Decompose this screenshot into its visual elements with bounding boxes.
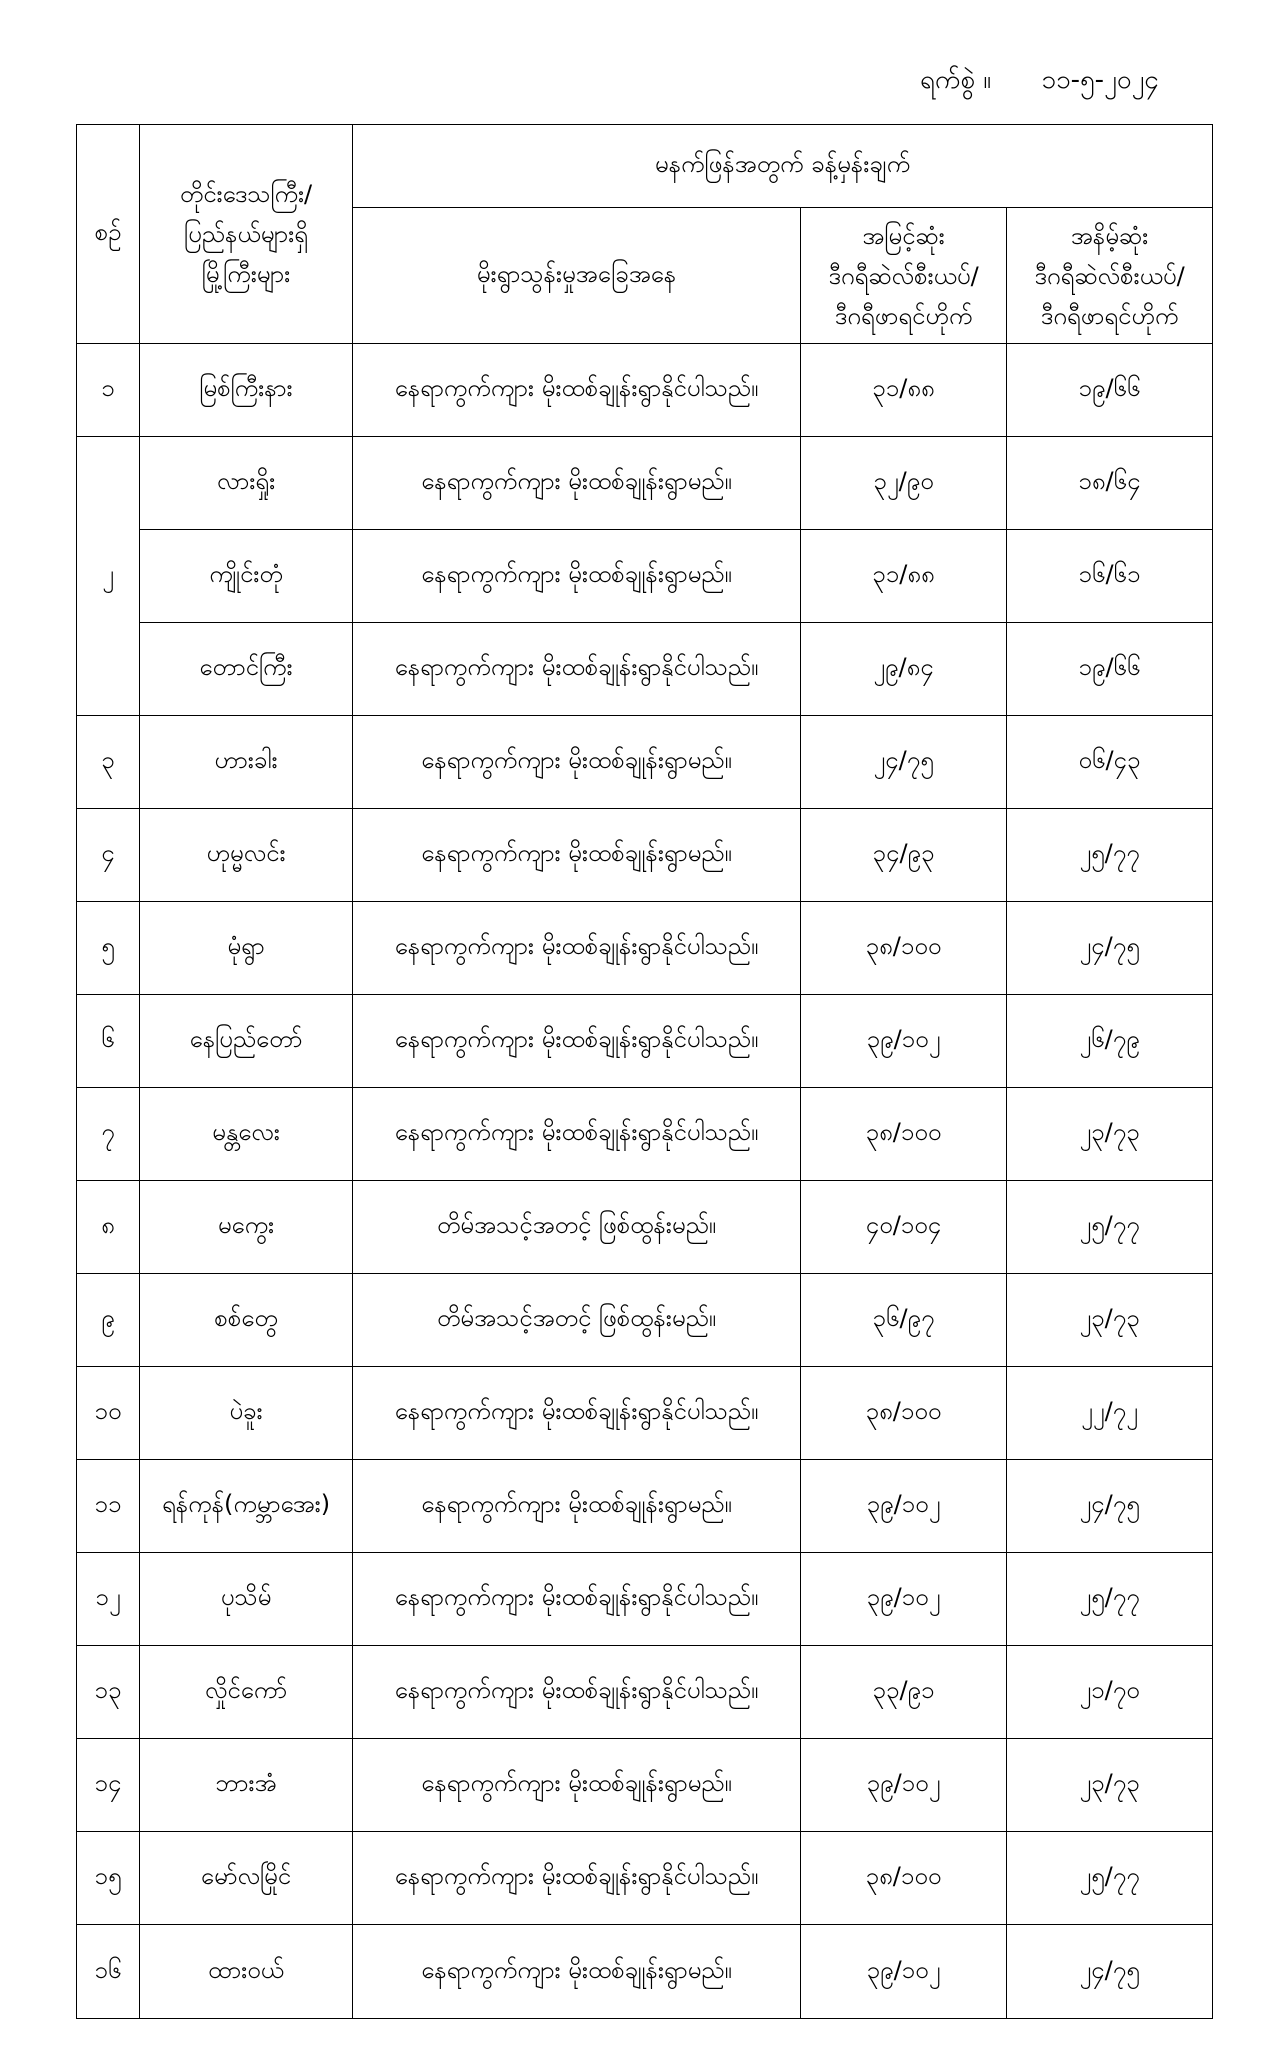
date-value: ၁၁-၅-၂၀၂၄ — [1041, 65, 1159, 95]
row-max: ၃၂/၉၀ — [801, 437, 1007, 530]
row-no: ၆ — [77, 995, 140, 1088]
date-label: ရက်စွဲ ။ — [920, 65, 992, 95]
row-no: ၁၀ — [77, 1367, 140, 1460]
row-condition: နေရာကွက်ကျား မိုးထစ်ချုန်းရွာနိုင်ပါသည်။ — [353, 344, 801, 437]
row-city: ဟားခါး — [140, 716, 353, 809]
header-min-line: ဒီဂရီဖာရင်ဟိုက် — [1040, 301, 1179, 330]
header-max-line: ဒီဂရီဆဲလ်စီးယပ်/ — [828, 261, 979, 290]
row-max: ၃၃/၉၁ — [801, 1646, 1007, 1739]
row-min: ၀၆/၄၃ — [1007, 716, 1213, 809]
row-max: ၃၈/၁၀၀ — [801, 1088, 1007, 1181]
row-no: ၉ — [77, 1274, 140, 1367]
row-condition: နေရာကွက်ကျား မိုးထစ်ချုန်းရွာနိုင်ပါသည်။ — [353, 1646, 801, 1739]
row-max: ၃၉/၁၀၂ — [801, 1739, 1007, 1832]
header-min-line: ဒီဂရီဆဲလ်စီးယပ်/ — [1034, 261, 1185, 290]
row-no: ၅ — [77, 902, 140, 995]
forecast-table — [76, 124, 1213, 2019]
header-region — [140, 125, 353, 344]
row-max: ၃၉/၁၀၂ — [801, 1460, 1007, 1553]
row-max: ၃၄/၉၃ — [801, 809, 1007, 902]
row-min: ၁၉/၆၆ — [1007, 344, 1213, 437]
row-min: ၂၅/၇၇ — [1007, 1553, 1213, 1646]
row-min: ၂၄/၇၅ — [1007, 1460, 1213, 1553]
row-condition: တိမ်အသင့်အတင့် ဖြစ်ထွန်းမည်။ — [353, 1274, 801, 1367]
row-condition: နေရာကွက်ကျား မိုးထစ်ချုန်းရွာမည်။ — [353, 1739, 801, 1832]
table-row — [77, 809, 1213, 902]
table-row — [77, 1739, 1213, 1832]
row-city: ပဲခူး — [140, 1367, 353, 1460]
header-region-line: တိုင်းဒေသကြီး/ — [179, 180, 313, 208]
row-no: ၂ — [77, 437, 140, 716]
header-min — [1007, 208, 1213, 344]
table-row — [77, 1088, 1213, 1181]
row-no: ၈ — [77, 1181, 140, 1274]
table-row — [77, 1646, 1213, 1739]
row-condition: နေရာကွက်ကျား မိုးထစ်ချုန်းရွာနိုင်ပါသည်။ — [353, 1553, 801, 1646]
row-min: ၂၃/၇၃ — [1007, 1274, 1213, 1367]
row-no: ၁၄ — [77, 1739, 140, 1832]
row-no: ၁၅ — [77, 1832, 140, 1925]
row-min: ၂၄/၇၅ — [1007, 902, 1213, 995]
row-condition: နေရာကွက်ကျား မိုးထစ်ချုန်းရွာမည်။ — [353, 1460, 801, 1553]
row-max: ၃၉/၁၀၂ — [801, 995, 1007, 1088]
row-city: ကျိုင်းတုံ — [140, 530, 353, 623]
row-no: ၁၆ — [77, 1925, 140, 2019]
table-row — [77, 716, 1213, 809]
row-city: ဟုမ္မလင်း — [140, 809, 353, 902]
header-condition: မိုးရွာသွန်းမှုအခြေအနေ — [353, 208, 801, 344]
row-city: လှိုင်ကော် — [140, 1646, 353, 1739]
row-min: ၂၄/၇၅ — [1007, 1925, 1213, 2019]
row-max: ၃၈/၁၀၀ — [801, 1367, 1007, 1460]
row-condition: နေရာကွက်ကျား မိုးထစ်ချုန်းရွာနိုင်ပါသည်။ — [353, 1088, 801, 1181]
row-max: ၄၀/၁၀၄ — [801, 1181, 1007, 1274]
date-line — [920, 62, 1180, 101]
row-condition: နေရာကွက်ကျား မိုးထစ်ချုန်းရွာမည်။ — [353, 1925, 801, 2019]
row-min: ၂၅/၇၇ — [1007, 809, 1213, 902]
row-condition: နေရာကွက်ကျား မိုးထစ်ချုန်းရွာမည်။ — [353, 809, 801, 902]
table-row — [77, 902, 1213, 995]
row-min: ၂၃/၇၃ — [1007, 1088, 1213, 1181]
row-condition: နေရာကွက်ကျား မိုးထစ်ချုန်းရွာမည်။ — [353, 530, 801, 623]
row-max: ၃၈/၁၀၀ — [801, 902, 1007, 995]
row-city: ပုသိမ် — [140, 1553, 353, 1646]
row-min: ၂၅/၇၇ — [1007, 1832, 1213, 1925]
row-no: ၁ — [77, 344, 140, 437]
row-max: ၃၁/၈၈ — [801, 530, 1007, 623]
row-min: ၂၅/၇၇ — [1007, 1181, 1213, 1274]
row-condition: နေရာကွက်ကျား မိုးထစ်ချုန်းရွာမည်။ — [353, 437, 801, 530]
row-max: ၃၈/၁၀၀ — [801, 1832, 1007, 1925]
row-city: မော်လမြိုင် — [140, 1832, 353, 1925]
header-min-line: အနိမ့်ဆုံး — [1070, 221, 1149, 250]
row-max: ၃၉/၁၀၂ — [801, 1553, 1007, 1646]
row-city: မြစ်ကြီးနား — [140, 344, 353, 437]
row-city: မန္တလေး — [140, 1088, 353, 1181]
header-max-line: အမြင့်ဆုံး — [862, 221, 945, 250]
row-condition: နေရာကွက်ကျား မိုးထစ်ချုန်းရွာမည်။ — [353, 716, 801, 809]
row-max: ၃၉/၁၀၂ — [801, 1925, 1007, 2019]
row-min: ၂၆/၇၉ — [1007, 995, 1213, 1088]
header-forecast: မနက်ဖြန်အတွက် ခန့်မှန်းချက် — [353, 125, 1213, 208]
row-no: ၇ — [77, 1088, 140, 1181]
table-row — [77, 344, 1213, 437]
row-no: ၁၁ — [77, 1460, 140, 1553]
row-condition: နေရာကွက်ကျား မိုးထစ်ချုန်းရွာနိုင်ပါသည်။ — [353, 623, 801, 716]
row-condition: နေရာကွက်ကျား မိုးထစ်ချုန်းရွာနိုင်ပါသည်။ — [353, 1367, 801, 1460]
row-no: ၁၂ — [77, 1553, 140, 1646]
row-max: ၃၆/၉၇ — [801, 1274, 1007, 1367]
row-min: ၂၂/၇၂ — [1007, 1367, 1213, 1460]
table-row — [77, 1553, 1213, 1646]
table-row — [77, 995, 1213, 1088]
row-min: ၂၃/၇၃ — [1007, 1739, 1213, 1832]
row-city: ဘားအံ — [140, 1739, 353, 1832]
table-row — [77, 623, 1213, 716]
table-row — [77, 1181, 1213, 1274]
table-row — [77, 1925, 1213, 2019]
table-row — [77, 1367, 1213, 1460]
header-region-line: ပြည်နယ်များရှိ — [184, 220, 308, 248]
header-max — [801, 208, 1007, 344]
row-min: ၂၁/၇၀ — [1007, 1646, 1213, 1739]
row-city: လားရှိုး — [140, 437, 353, 530]
table-row — [77, 1274, 1213, 1367]
row-city: မကွေး — [140, 1181, 353, 1274]
row-city: ရန်ကုန်(ကမ္ဘာအေး) — [140, 1460, 353, 1553]
row-max: ၂၉/၈၄ — [801, 623, 1007, 716]
row-condition: နေရာကွက်ကျား မိုးထစ်ချုန်းရွာနိုင်ပါသည်။ — [353, 1832, 801, 1925]
row-city: မုံရွာ — [140, 902, 353, 995]
row-condition: နေရာကွက်ကျား မိုးထစ်ချုန်းရွာနိုင်ပါသည်။ — [353, 902, 801, 995]
row-condition: နေရာကွက်ကျား မိုးထစ်ချုန်းရွာနိုင်ပါသည်။ — [353, 995, 801, 1088]
row-min: ၁၈/၆၄ — [1007, 437, 1213, 530]
header-region-line: မြို့ကြီးများ — [201, 260, 291, 288]
row-no: ၁၃ — [77, 1646, 140, 1739]
row-city: တောင်ကြီး — [140, 623, 353, 716]
row-city: နေပြည်တော် — [140, 995, 353, 1088]
row-no: ၃ — [77, 716, 140, 809]
table-row — [77, 1832, 1213, 1925]
table-row — [77, 437, 1213, 530]
row-city: စစ်တွေ — [140, 1274, 353, 1367]
row-city: ထားဝယ် — [140, 1925, 353, 2019]
row-min: ၁၉/၆၆ — [1007, 623, 1213, 716]
table-row — [77, 530, 1213, 623]
row-max: ၂၄/၇၅ — [801, 716, 1007, 809]
row-no: ၄ — [77, 809, 140, 902]
row-min: ၁၆/၆၁ — [1007, 530, 1213, 623]
table-row — [77, 1460, 1213, 1553]
header-no: စဉ် — [77, 125, 140, 344]
row-condition: တိမ်အသင့်အတင့် ဖြစ်ထွန်းမည်။ — [353, 1181, 801, 1274]
row-max: ၃၁/၈၈ — [801, 344, 1007, 437]
header-max-line: ဒီဂရီဖာရင်ဟိုက် — [834, 301, 973, 330]
